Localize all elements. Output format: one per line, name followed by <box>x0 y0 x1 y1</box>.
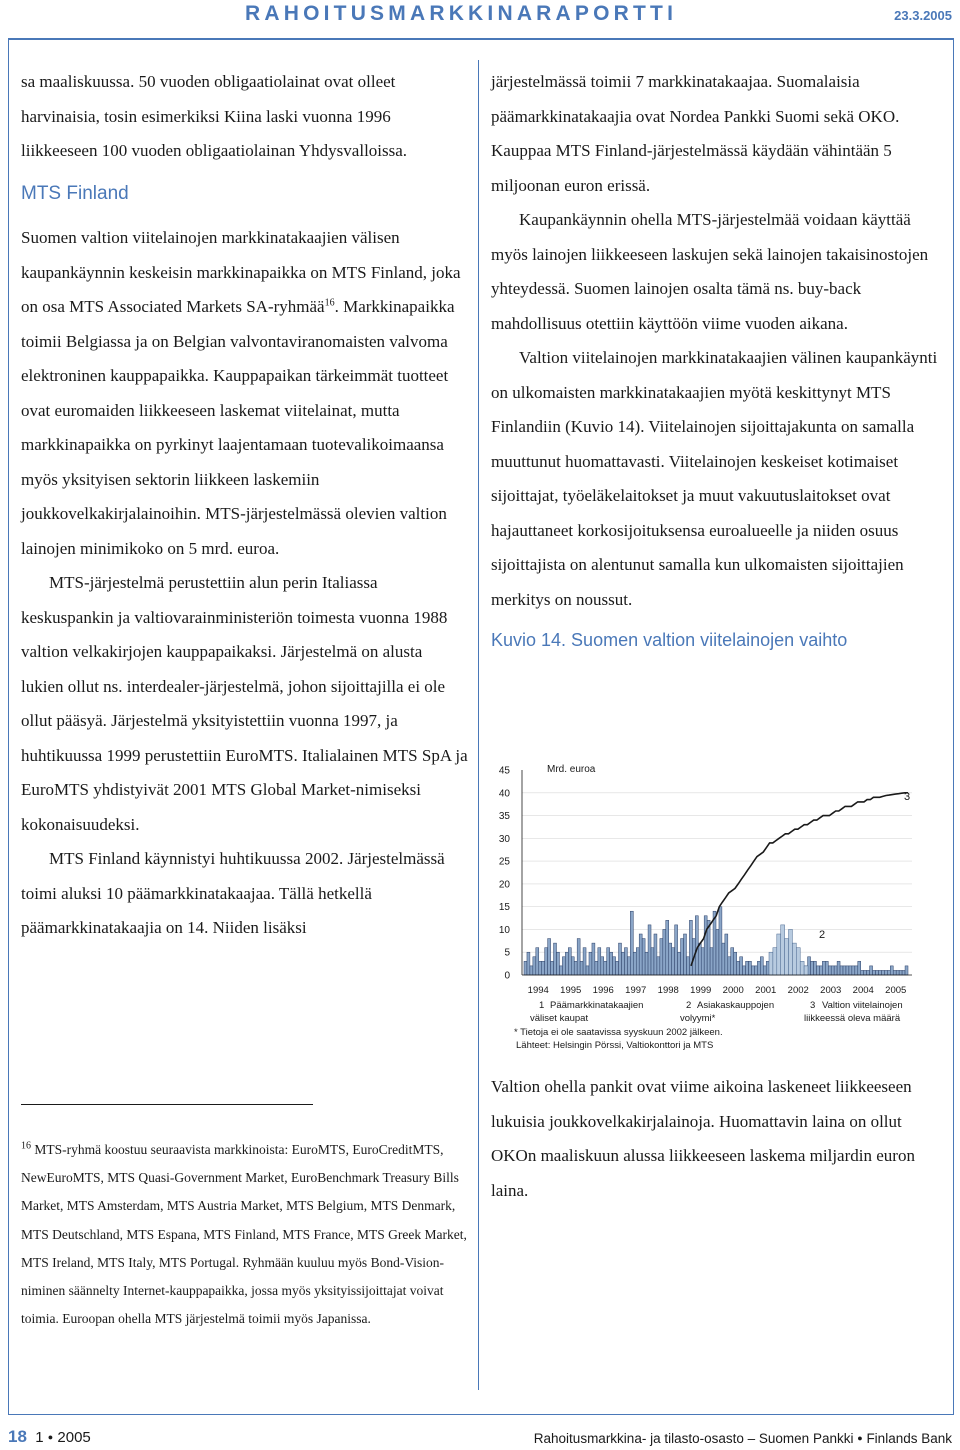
series1-bar <box>819 966 822 975</box>
series1-bar <box>751 966 754 975</box>
legend-3-line2: liikkeessä oleva määrä <box>804 1013 901 1024</box>
series1-bar <box>551 961 554 975</box>
series1-bar <box>583 948 586 975</box>
x-tick-label: 2003 <box>820 985 842 996</box>
chart-note: * Tietoja ei ole saatavissa syyskuun 2002 jälkeen. <box>514 1027 723 1038</box>
paragraph-history: MTS-järjestelmä perustettiin alun perin Italiassa keskuspankin ja valtiovarainministeriön toimesta vuonna 1988 valtion velkakirjojen kauppapaikaksi. Järjestelmä on alusta lukien ollut ns. interdealer-järjestelmä, johon sijoittajilla ei ole ollut pääsyä. Järjestelmä yksityistettiin vuonna 1997, ja huhtikuussa 1999 perustettiin EuroMTS. Italialainen MTS SpA ja EuroMTS yhdistyivät 2001 MTS Global Market-nimiseksi kokonaisuudeksi. <box>21 573 468 834</box>
series1-bar <box>813 961 816 975</box>
series1-bar <box>689 920 692 975</box>
paragraph-investors: Valtion viitelainojen markkinatakaajien välinen kaupankäynti on ulkomaisten markkinatakaajien myötä keskittynyt MTS Finlandiin (Kuvio 14). Viitelainojen sijoittajakunta on samalla muuttunut huomattavasti. Viitelainojen keskeiset kotimaiset sijoittajat, työeläkelaitokset ja muut vakuutuslaitokset ovat hajauttaneet korkosijoituksensa euroalueelle ja niiden osuus sijoittajista on alentunut samalla kun ulkomaisten sijoittajien merkitys on noussut. <box>491 348 938 609</box>
series1-bar <box>902 970 905 975</box>
series1-bar <box>849 966 852 975</box>
x-tick-label: 2004 <box>852 985 874 996</box>
series1-bar <box>719 907 722 975</box>
frame-right-rule <box>953 40 954 1415</box>
series1-bar <box>592 943 595 975</box>
series1-bar <box>828 966 831 975</box>
right-column <box>491 65 941 658</box>
series1-bar <box>666 920 669 975</box>
left-column <box>21 65 468 946</box>
series3-number-label: 3 <box>904 791 911 803</box>
series1-bar <box>722 943 725 975</box>
series1-bar <box>731 948 734 975</box>
series1-bar <box>527 952 530 975</box>
paragraph-buyback: Kaupankäynnin ohella MTS-järjestelmää voidaan käyttää myös lainojen liikkeeseen laskujen sekä lainojen takaisinostojen yhteydessä. Suomen lainojen osalta tämä ns. buy-back mahdollisuus otettiin käyttöön viime vuoden aikana. <box>491 210 929 333</box>
series1-bar <box>695 916 698 975</box>
series1-bar <box>887 970 890 975</box>
x-tick-label: 2001 <box>755 985 777 996</box>
series1-bar <box>627 957 630 975</box>
y-tick-label: 20 <box>498 879 510 891</box>
series1-bar <box>876 970 879 975</box>
y-tick-label: 25 <box>498 856 510 868</box>
series1-bar <box>716 929 719 975</box>
series1-bar <box>686 957 689 975</box>
y-tick-label: 40 <box>498 788 510 800</box>
report-title: RAHOITUSMARKKINARAPORTTI <box>245 2 678 25</box>
series1-bar <box>645 952 648 975</box>
page-number: 18 <box>8 1427 27 1446</box>
series1-bar <box>565 952 568 975</box>
publisher-bank-fi: Suomen Pankki <box>758 1431 854 1446</box>
legend-1-line1: Päämarkkinatakaajien <box>550 1000 644 1011</box>
series1-bar <box>858 961 861 975</box>
y-tick-labels <box>499 766 511 982</box>
chart-source: Lähteet: Helsingin Pörssi, Valtiokonttori ja MTS <box>516 1040 714 1051</box>
footnote-ref[interactable]: 16 <box>324 297 335 309</box>
series2-bar <box>773 948 777 975</box>
series1-bar <box>672 948 675 975</box>
series2-bar <box>800 961 804 975</box>
series1-bar <box>663 929 666 975</box>
series1-bar <box>766 961 769 975</box>
series1-bar <box>577 939 580 975</box>
series1-bar <box>743 966 746 975</box>
y-unit-label: Mrd. euroa <box>547 764 596 775</box>
series1-bar <box>562 957 565 975</box>
footnote <box>21 1136 471 1333</box>
figure-title: Kuvio 14. Suomen valtion viitelainojen vaihto <box>491 630 848 650</box>
section-heading: MTS Finland <box>21 182 129 204</box>
x-tick-label: 1995 <box>560 985 582 996</box>
report-date: 23.3.2005 <box>894 8 952 23</box>
footer-rule <box>8 1414 954 1415</box>
series1-bar <box>533 957 536 975</box>
series1-bar <box>870 966 873 975</box>
series1-bar <box>855 966 858 975</box>
series2-bar <box>792 943 796 975</box>
legend-1-line2: väliset kaupat <box>530 1013 589 1024</box>
series1-bar <box>710 948 713 975</box>
series1-bar <box>636 948 639 975</box>
series1-bar <box>884 970 887 975</box>
y-tick-label: 15 <box>498 902 510 914</box>
series1-bar <box>825 961 828 975</box>
series1-bar <box>545 948 548 975</box>
series1-bar <box>621 952 624 975</box>
chart-container <box>492 760 942 1060</box>
series1-bar <box>556 952 559 975</box>
publisher-department: Rahoitusmarkkina- ja tilasto-osasto <box>533 1431 744 1446</box>
series1-bar <box>681 939 684 975</box>
series1-bar <box>580 961 583 975</box>
series1-bar <box>754 966 757 975</box>
series1-bar <box>737 961 740 975</box>
series1-bar <box>893 970 896 975</box>
right-column-bottom <box>491 1070 941 1208</box>
series1-bar <box>701 948 704 975</box>
series1-bar <box>728 957 731 975</box>
y-tick-label: 0 <box>504 970 510 982</box>
legend-3-line1: Valtion viitelainojen <box>822 1000 903 1011</box>
legend-3-number: 3 <box>810 1000 816 1011</box>
series2-number-label: 2 <box>819 929 826 941</box>
x-tick-label: 2000 <box>722 985 744 996</box>
chart-svg <box>492 760 942 1060</box>
paragraph-text-a: Suomen valtion viitelainojen markkinatakaajien välisen kaupankäynnin keskeisin markkinapaikka on MTS Finland, joka on osa MTS Associated Markets SA-ryhmää <box>21 228 461 316</box>
series1-bar <box>574 961 577 975</box>
series1-bar <box>589 952 592 975</box>
series1-bar <box>624 948 627 975</box>
bullet-icon: ● <box>857 1433 863 1443</box>
series1-bar <box>630 911 633 975</box>
x-tick-label: 2002 <box>787 985 809 996</box>
series1-bar <box>811 961 814 975</box>
series1-bar <box>881 970 884 975</box>
series1-bar <box>595 961 598 975</box>
paragraph-text-b: . Markkinapaikka toimii Belgiassa ja on Belgian valvontaviranomaisten valvoma elektroninen kauppapaikka. Kauppapaikan tärkeimmät tuotteet ovat euromaiden liikkeeseen laskemat viitelainat, mutta markkinapaikka on pyrkinyt laajentamaan tuotevalikoimaansa myös yksityisen sektorin liikkeen laskemiin joukkovelkakirjalainoihin. MTS-järjestelmässä olevien valtion lainojen minimikoko on 5 mrd. euroa. <box>21 297 455 558</box>
series1-bar <box>669 943 672 975</box>
series1-bar <box>613 957 616 975</box>
x-tick-label: 2005 <box>885 985 907 996</box>
series1-bar <box>654 934 657 975</box>
paragraph-continued: sa maaliskuussa. 50 vuoden obligaatiolainat ovat olleet harvinaisia, tosin esimerkiksi Kiina laski vuonna 1996 liikkeeseen 100 vuoden obligaatiolainan Yhdysvalloissa. <box>21 72 408 160</box>
series1-bar <box>760 957 763 975</box>
series1-bar <box>610 952 613 975</box>
column-divider <box>478 60 479 1390</box>
series2-bar <box>769 952 773 975</box>
series1-bar <box>896 970 899 975</box>
series1-bar <box>633 952 636 975</box>
series1-bar <box>843 966 846 975</box>
series1-bar <box>542 961 545 975</box>
series1-bar <box>899 970 902 975</box>
series1-bar <box>698 943 701 975</box>
series1-bar <box>704 916 707 975</box>
gridlines <box>522 793 912 952</box>
paragraph-mts-finland <box>21 221 468 566</box>
y-tick-label: 35 <box>498 811 510 823</box>
series1-bar <box>905 966 908 975</box>
series1-bar <box>568 948 571 975</box>
legend-2-number: 2 <box>686 1000 692 1011</box>
series2-bar <box>777 934 781 975</box>
series1-bar <box>840 966 843 975</box>
series1-bar <box>598 948 601 975</box>
series1-bar <box>548 939 551 975</box>
series1-bar <box>740 957 743 975</box>
series1-bar <box>734 952 737 975</box>
series1-bar <box>852 966 855 975</box>
series1-bar <box>748 961 751 975</box>
series1-bar <box>536 948 539 975</box>
y-tick-label: 10 <box>498 924 510 936</box>
series2-bar <box>789 929 793 975</box>
series1-bar <box>524 961 527 975</box>
footnote-rule <box>21 1104 313 1105</box>
series1-bar <box>757 961 760 975</box>
x-tick-label: 1994 <box>527 985 549 996</box>
series1-bar <box>867 970 870 975</box>
y-tick-label: 5 <box>504 947 510 959</box>
series1-bar <box>678 952 681 975</box>
series1-bar <box>539 961 542 975</box>
y-tick-label: 30 <box>498 833 510 845</box>
legend-2-line1: Asiakaskauppojen <box>697 1000 775 1011</box>
publisher-bank-sv: Finlands Bank <box>866 1431 952 1446</box>
series1-bar <box>873 970 876 975</box>
series1-bar <box>648 925 651 975</box>
series2-bars <box>769 925 808 975</box>
series2-bar <box>785 939 789 975</box>
series1-bar <box>834 966 837 975</box>
x-tick-label: 1998 <box>657 985 679 996</box>
series1-bar <box>657 957 660 975</box>
series1-bar <box>601 957 604 975</box>
series1-bar <box>586 966 589 975</box>
series2-bar <box>796 948 800 975</box>
series1-bar <box>837 961 840 975</box>
y-tick-label: 45 <box>498 765 510 777</box>
series1-bar <box>822 961 825 975</box>
series1-bar <box>660 939 663 975</box>
footnote-text: MTS-ryhmä koostuu seuraavista markkinoista: EuroMTS, EuroCreditMTS, NewEuroMTS, MTS Quasi-Government Market, EuroBenchmark Treasury Bills Market, MTS Amsterdam, MTS Austria Market, MTS Belgium, MTS Denmark, MTS Deutschland, MTS Espana, MTS Finland, MTS France, MTS Greek Market, MTS Ireland, MTS Italy, MTS Portugal. Ryhmään kuuluu myös Bond-Vision-niminen säännelty Internet-kauppapaikka, jossa myös yksityissijoittajat voivat toimia. Euroopan ohella MTS järjestelmä toimii myös Japanissa. <box>21 1142 467 1327</box>
series2-bar <box>781 925 785 975</box>
paragraph-bank-bonds: Valtion ohella pankit ovat viime aikoina laskeneet liikkeeseen lukuisia joukkovelkakirjalainoja. Huomattavin laina on ollut OKOn maaliskuun alussa liikkeeseen laskema miljardin euron laina. <box>491 1077 915 1200</box>
legend-1-number: 1 <box>539 1000 545 1011</box>
legend-2-line2: volyymi* <box>680 1013 716 1024</box>
series1-bar <box>846 966 849 975</box>
issue-number: 1 <box>35 1429 44 1446</box>
series1-bar <box>861 970 864 975</box>
x-tick-labels <box>528 985 907 996</box>
series1-bar <box>604 961 607 975</box>
x-tick-label: 1999 <box>690 985 712 996</box>
issue-year: 2005 <box>57 1429 91 1446</box>
header-rule <box>8 38 954 40</box>
series1-bar <box>651 948 654 975</box>
series3-line <box>691 791 911 966</box>
footnote-number: 16 <box>21 1140 31 1152</box>
bullet-icon: ● <box>47 1432 54 1442</box>
series1-bar <box>746 961 749 975</box>
series1-bar <box>816 966 819 975</box>
frame-left-rule <box>8 40 9 1415</box>
series1-bar <box>554 943 557 975</box>
series1-bar <box>607 948 610 975</box>
x-tick-label: 1997 <box>625 985 647 996</box>
page-footer-left <box>8 1427 91 1447</box>
series1-bar <box>530 966 533 975</box>
paragraph-market-makers: järjestelmässä toimii 7 markkinatakaajaa. Suomalaisia päämarkkinatakaajia ovat Nordea Pankki Suomi sekä OKO. Kauppaa MTS Finland-järjestelmässä käydään vähintään 5 miljoonan euron erissä. <box>491 72 900 195</box>
paragraph-launch: MTS Finland käynnistyi huhtikuussa 2002. Järjestelmässä toimi aluksi 10 päämarkkinatakaajaa. Tällä hetkellä päämarkkinatakaajia on 14. Niiden lisäksi <box>21 849 445 937</box>
x-tick-label: 1996 <box>592 985 614 996</box>
series1-bar <box>684 934 687 975</box>
series1-bar <box>639 934 642 975</box>
series1-bar <box>831 966 834 975</box>
series1-bar <box>642 939 645 975</box>
series1-bar <box>559 966 562 975</box>
series1-bar <box>878 970 881 975</box>
series1-bar <box>890 966 893 975</box>
series1-bar <box>571 957 574 975</box>
series1-bar <box>864 970 867 975</box>
series1-bar <box>675 925 678 975</box>
series1-bar <box>725 934 728 975</box>
series1-bar <box>763 966 766 975</box>
page-footer-right: Rahoitusmarkkina- ja tilasto-osasto – Suomen Pankki ● Finlands Bank <box>533 1431 952 1446</box>
series1-bar <box>619 943 622 975</box>
series2-bar <box>804 966 808 975</box>
series1-bar <box>616 961 619 975</box>
